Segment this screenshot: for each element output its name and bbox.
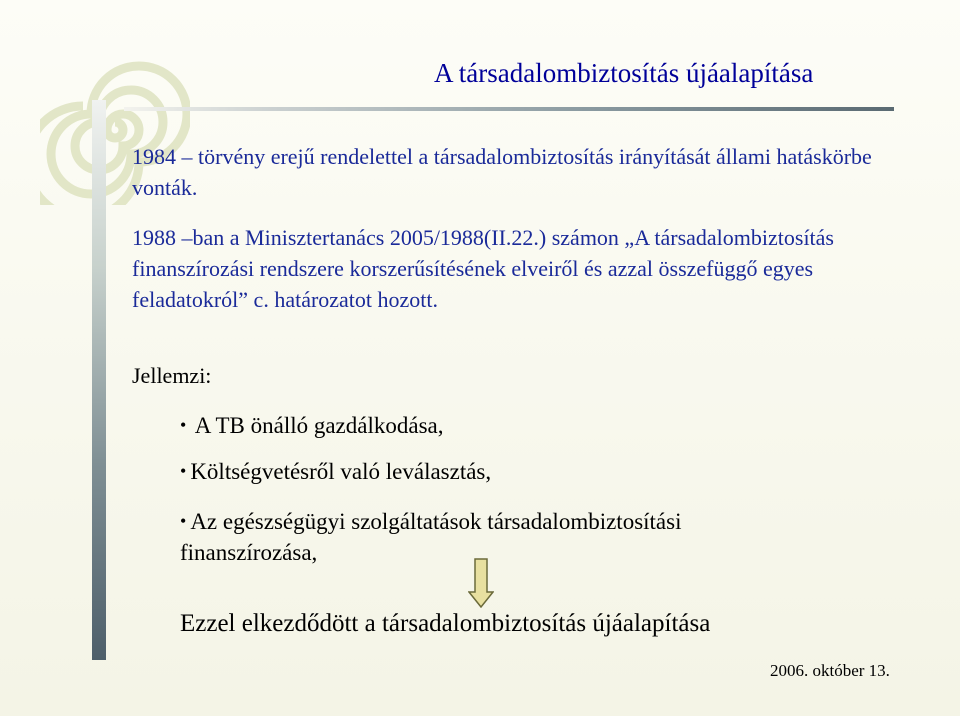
paragraph-1984: 1984 – törvény erejű rendelettel a társadalombiztosítás irányítását állami hatáskörbe vonták. [132, 144, 872, 200]
bullet-item [180, 410, 443, 441]
jellemzi-label: Jellemzi: [132, 363, 212, 388]
paragraph-1988: 1988 –ban a Minisztertanács 2005/1988(II.22.) számon „A társadalombiztosítás finanszírozási rendszere korszerűsítésének elveiről és azzal összefüggő egyes feladatokról” c. határozatot hozott. [132, 225, 834, 312]
slide-title: A társadalombiztosítás újáalapítása [434, 58, 814, 88]
bullet-dot-icon: • [180, 415, 187, 435]
bullet-item [180, 456, 491, 487]
bullet-text: Az egészségügyi szolgáltatások társadalombiztosítási finanszírozása, [180, 509, 682, 565]
bullet-text: Költségvetésről való leválasztás, [190, 459, 492, 484]
bullet-dot-icon: • [180, 461, 187, 481]
bullet-item [180, 506, 820, 568]
conclusion-text: Ezzel elkezdődött a társadalombiztosítás újáalapítása [180, 610, 711, 637]
title-underline [124, 107, 894, 111]
down-arrow-icon [468, 558, 494, 608]
left-gradient-bar [92, 100, 106, 660]
footer-date: 2006. október 13. [770, 661, 890, 680]
bullet-dot-icon: • [180, 511, 187, 531]
bullet-text: A TB önálló gazdálkodása, [194, 413, 444, 438]
